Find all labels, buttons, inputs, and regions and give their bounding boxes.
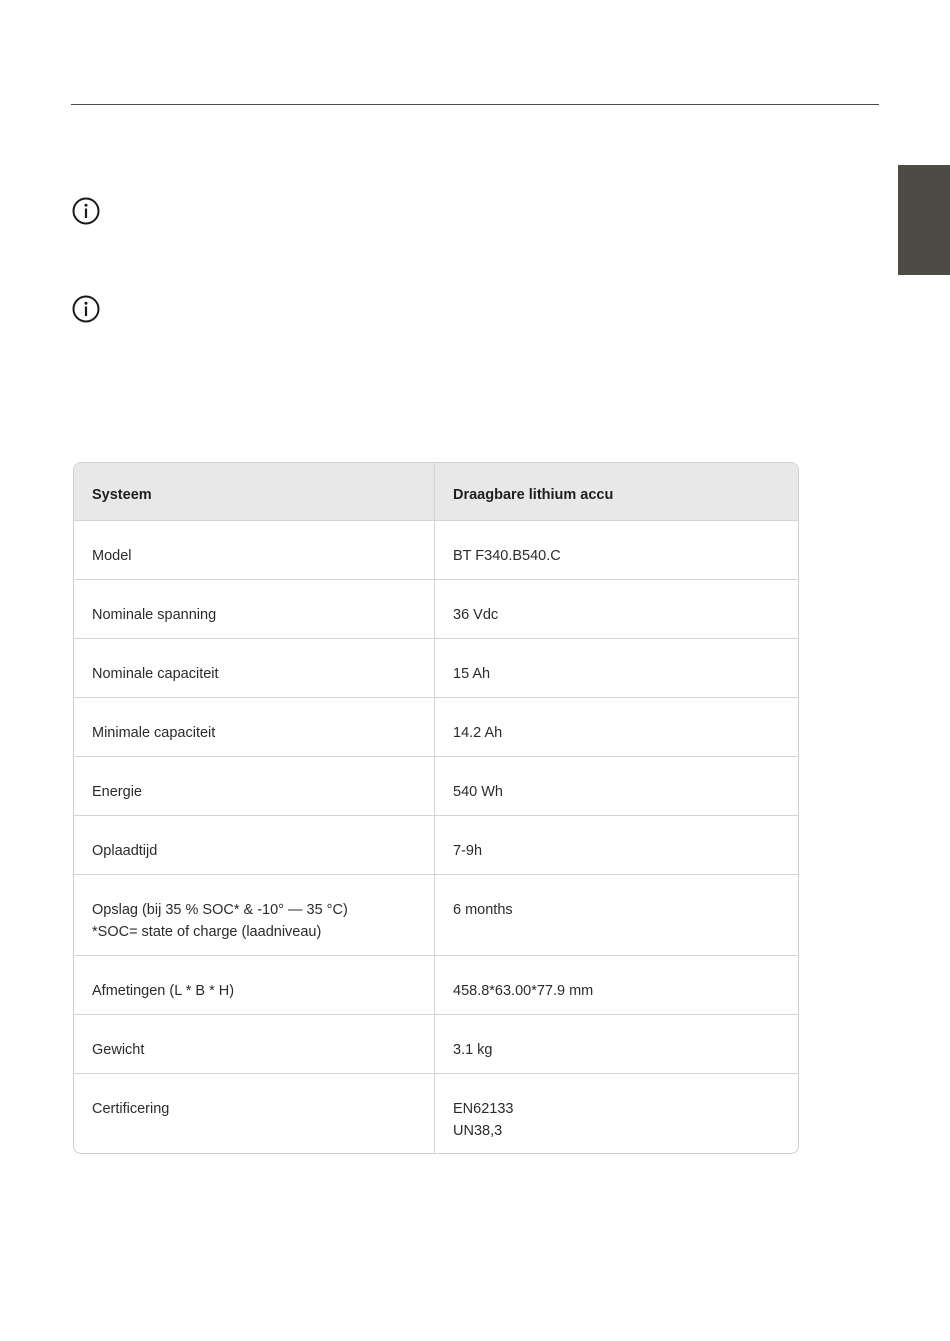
spec-value: 458.8*63.00*77.9 mm xyxy=(453,983,594,999)
table-row xyxy=(74,756,798,815)
table-row xyxy=(74,1014,798,1073)
spec-value: 6 months xyxy=(453,902,513,918)
spec-label: Afmetingen (L * B * H) xyxy=(74,956,435,1014)
table-row xyxy=(74,638,798,697)
spec-value: 540 Wh xyxy=(453,784,503,800)
table-row xyxy=(74,815,798,874)
spec-label: Oplaadtijd xyxy=(74,816,435,874)
column-header-system: Systeem xyxy=(74,463,435,520)
top-divider xyxy=(71,104,879,105)
spec-value: EN62133 UN38,3 xyxy=(453,1101,514,1139)
spec-value: 15 Ah xyxy=(453,666,491,682)
spec-value: BT F340.B540.C xyxy=(453,548,561,564)
spec-label: Minimale capaciteit xyxy=(74,698,435,756)
chapter-side-tab xyxy=(898,165,950,275)
spec-label: Opslag (bij 35 % SOC* & -10° — 35 °C) *SOC= state of charge (laadniveau) xyxy=(74,875,435,955)
table-header-row xyxy=(74,463,798,520)
specifications-table xyxy=(73,462,799,1154)
spec-label: Gewicht xyxy=(74,1015,435,1073)
spec-value: 3.1 kg xyxy=(453,1042,493,1058)
table-row xyxy=(74,955,798,1014)
spec-label: Nominale spanning xyxy=(74,580,435,638)
spec-label: Energie xyxy=(74,757,435,815)
spec-value: 36 Vdc xyxy=(453,607,499,623)
info-icon xyxy=(71,196,101,226)
table-row xyxy=(74,1073,798,1153)
info-icon xyxy=(71,294,101,324)
table-row xyxy=(74,874,798,955)
spec-label: Certificering xyxy=(74,1074,435,1153)
table-row xyxy=(74,697,798,756)
spec-value: 7-9h xyxy=(453,843,483,859)
spec-value: 14.2 Ah xyxy=(453,725,503,741)
table-row xyxy=(74,579,798,638)
spec-label: Nominale capaciteit xyxy=(74,639,435,697)
spec-label: Model xyxy=(74,521,435,579)
column-header-product: Draagbare lithium accu xyxy=(453,487,614,503)
table-row xyxy=(74,520,798,579)
